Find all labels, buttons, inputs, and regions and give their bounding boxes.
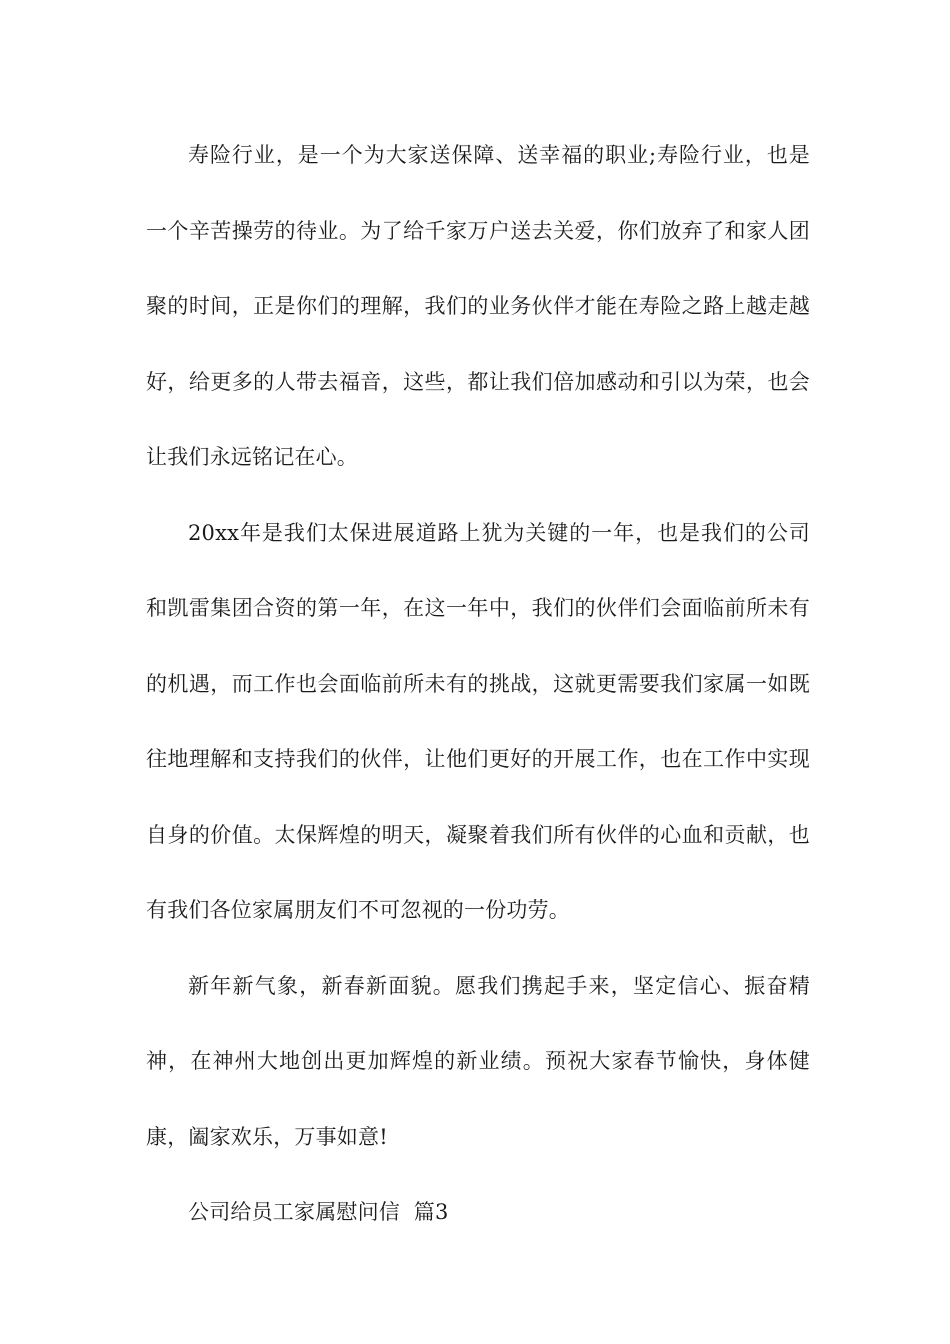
section-heading: 公司给员工家属慰问信 篇3 bbox=[188, 1200, 449, 1224]
document-body bbox=[146, 118, 810, 1251]
paragraph-key-year: 20xx年是我们太保进展道路上犹为关键的一年，也是我们的公司和凯雷集团合资的第一年，在这一年中，我们的伙伴们会面临前所未有的机遇，而工作也会面临前所未有的挑战，这就更需要我们家属一如既往地理解和支持我们的伙伴，让他们更好的开展工作，也在工作中实现自身的价值。太保辉煌的明天，凝聚着我们所有伙伴的心血和贡献，也有我们各位家属朋友们不可忽视的一份功劳。 bbox=[146, 520, 810, 922]
paragraph-new-year-wishes: 新年新气象，新春新面貌。愿我们携起手来，坚定信心、振奋精神，在神州大地创出更加辉煌的新业绩。预祝大家春节愉快，身体健康，阖家欢乐，万事如意! bbox=[146, 973, 810, 1149]
paragraph-gratitude: 寿险行业，是一个为大家送保障、送幸福的职业;寿险行业，也是一个辛苦操劳的待业。为了给千家万户送去关爱，你们放弃了和家人团聚的时间，正是你们的理解，我们的业务伙伴才能在寿险之路上越走越好，给更多的人带去福音，这些，都让我们倍加感动和引以为荣，也会让我们永远铭记在心。 bbox=[146, 143, 810, 469]
